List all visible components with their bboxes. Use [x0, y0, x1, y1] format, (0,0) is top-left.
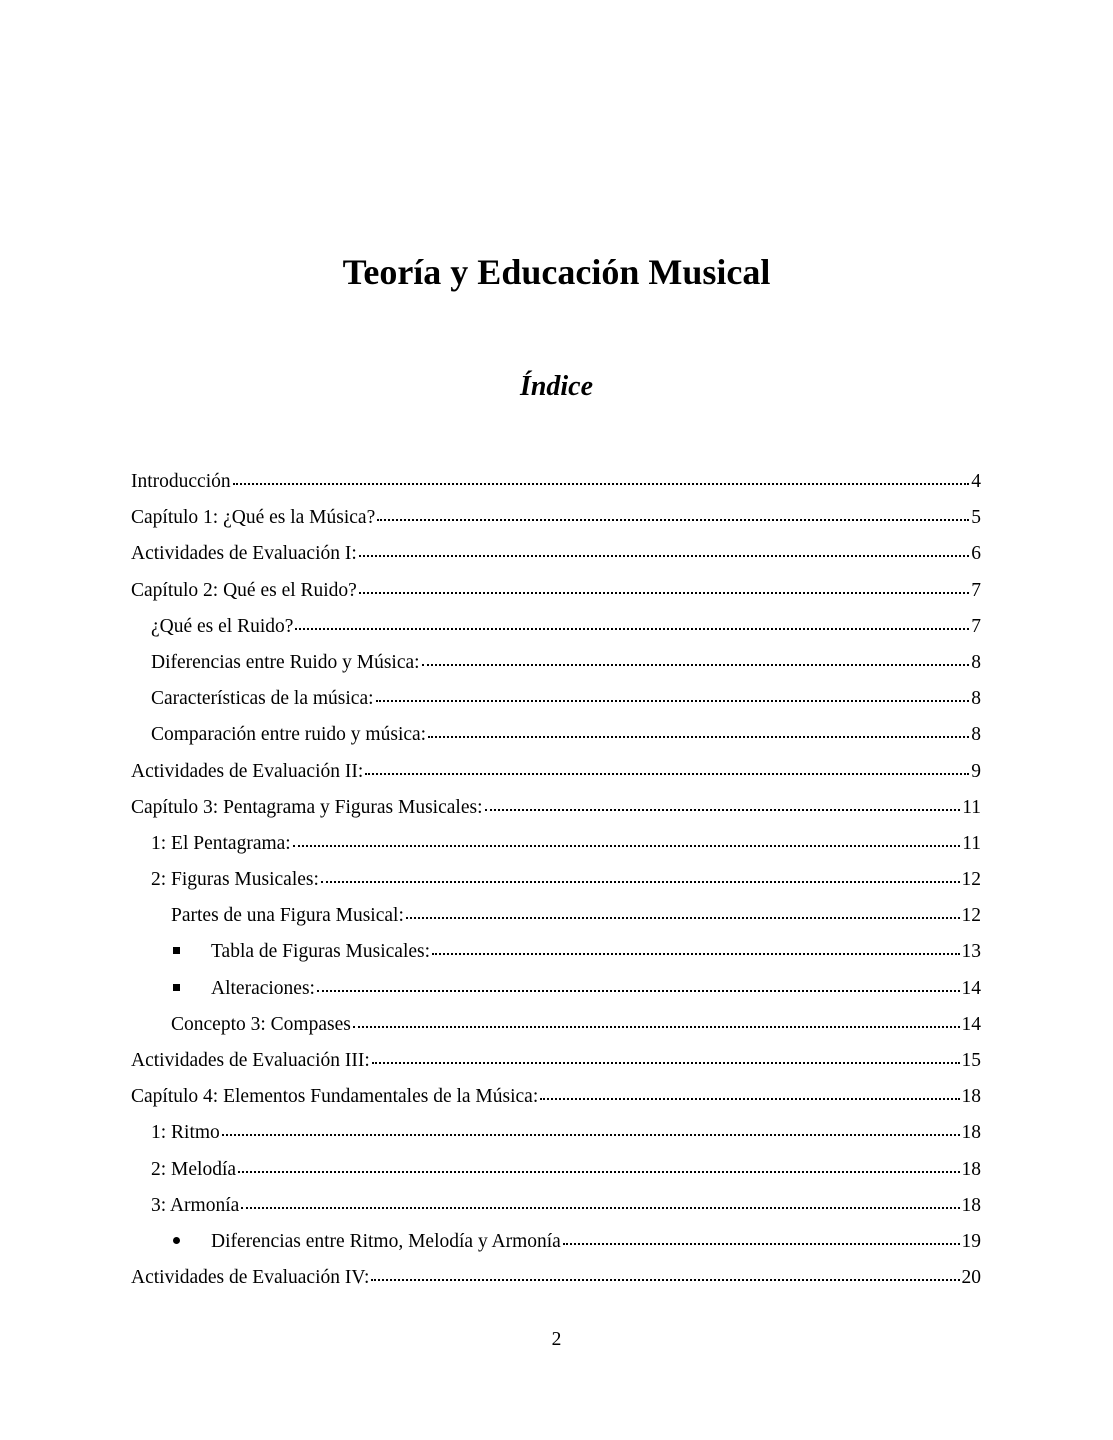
toc-leader-dots: [233, 467, 970, 487]
toc-entry-page: 8: [971, 724, 981, 746]
toc-entry-page: 14: [961, 1013, 981, 1035]
toc-entry-page: 15: [961, 1050, 981, 1071]
toc-entry-title: 1: El Pentagrama:: [151, 832, 291, 854]
toc-entry[interactable]: [131, 464, 981, 500]
toc-entry[interactable]: [151, 717, 981, 753]
toc-leader-dots: [376, 684, 970, 704]
toc-entry-title: Capítulo 4: Elementos Fundamentales de la Música:: [131, 1086, 539, 1108]
toc-leader-dots: [317, 974, 960, 994]
toc-entry[interactable]: [131, 500, 981, 536]
page-number: 2: [551, 1329, 562, 1350]
toc-leader-dots: [371, 1263, 959, 1283]
toc-leader-dots: [540, 1082, 959, 1102]
toc-entry-page: 7: [971, 615, 981, 637]
toc-entry-page: 4: [971, 471, 981, 492]
toc-entry-title: Actividades de Evaluación IV:: [131, 1267, 370, 1289]
toc-entry[interactable]: [131, 1079, 981, 1115]
toc-entry-page: 11: [962, 796, 981, 818]
toc-leader-dots: [365, 757, 969, 777]
toc-entry[interactable]: [151, 645, 981, 681]
toc-leader-dots: [377, 503, 969, 523]
toc-entry-page: 14: [961, 977, 981, 999]
toc-leader-dots: [359, 539, 969, 559]
toc-entry-title: Capítulo 1: ¿Qué es la Música?: [131, 507, 376, 529]
toc-leader-dots: [321, 865, 960, 885]
toc-entry-title: 1: Ritmo: [151, 1122, 220, 1144]
disc-bullet-icon: [171, 1224, 211, 1260]
toc-entry[interactable]: [131, 573, 981, 609]
toc-entry-page: 9: [971, 760, 981, 782]
toc-entry-title: Diferencias entre Ruido y Música:: [151, 651, 420, 673]
toc-entry-page: 13: [961, 941, 981, 963]
toc-entry[interactable]: [131, 1260, 981, 1296]
toc-entry[interactable]: [151, 609, 981, 645]
toc-entry-title: Tabla de Figuras Musicales:: [211, 941, 431, 963]
toc-leader-dots: [295, 612, 969, 632]
table-of-contents: [0, 464, 1113, 1296]
toc-entry[interactable]: [171, 1224, 981, 1260]
toc-entry-title: 2: Figuras Musicales:: [151, 869, 319, 891]
toc-entry-page: 6: [971, 543, 981, 565]
toc-entry[interactable]: [131, 1043, 981, 1079]
toc-entry-title: Actividades de Evaluación II:: [131, 760, 364, 782]
toc-leader-dots: [372, 1046, 960, 1066]
toc-leader-dots: [293, 829, 961, 849]
document-title: Teoría y Educación Musical: [342, 252, 771, 292]
toc-leader-dots: [241, 1191, 959, 1211]
toc-entry[interactable]: [151, 862, 981, 898]
toc-entry-page: 7: [971, 579, 981, 601]
toc-entry-title: Actividades de Evaluación I:: [131, 543, 357, 565]
toc-entry-title: Diferencias entre Ritmo, Melodía y Armonía: [211, 1230, 561, 1252]
toc-leader-dots: [406, 901, 960, 921]
toc-entry-title: ¿Qué es el Ruido?: [151, 615, 294, 637]
toc-leader-dots: [485, 793, 961, 813]
toc-entry[interactable]: [131, 790, 981, 826]
toc-entry-page: 5: [971, 507, 981, 529]
square-bullet-icon: [171, 971, 211, 1007]
toc-entry-title: Características de la música:: [151, 688, 374, 710]
toc-entry-title: 2: Melodía: [151, 1158, 237, 1180]
toc-entry-title: Comparación entre ruido y música:: [151, 724, 427, 746]
toc-entry-page: 20: [961, 1267, 981, 1289]
toc-entry-title: Partes de una Figura Musical:: [171, 905, 404, 927]
toc-entry[interactable]: [151, 1188, 981, 1224]
toc-entry[interactable]: [151, 1115, 981, 1151]
toc-entry-page: 11: [962, 832, 981, 854]
toc-entry-title: Alteraciones:: [211, 977, 315, 999]
toc-entry-title: Concepto 3: Compases: [171, 1013, 351, 1035]
toc-entry-title: Capítulo 3: Pentagrama y Figuras Musicales:: [131, 796, 483, 818]
toc-entry-title: Actividades de Evaluación III:: [131, 1050, 370, 1071]
toc-entry-page: 12: [961, 905, 981, 927]
toc-heading: Índice: [519, 371, 594, 402]
toc-entry[interactable]: [151, 681, 981, 717]
toc-leader-dots: [428, 720, 969, 740]
toc-entry-page: 12: [961, 869, 981, 891]
toc-entry-page: 18: [961, 1086, 981, 1108]
toc-entry[interactable]: [171, 934, 981, 970]
toc-entry[interactable]: [131, 536, 981, 572]
toc-entry[interactable]: [171, 971, 981, 1007]
toc-entry[interactable]: [171, 1007, 981, 1043]
toc-entry-title: Introducción: [131, 471, 231, 492]
toc-leader-dots: [563, 1227, 960, 1247]
toc-leader-dots: [222, 1118, 960, 1138]
toc-entry[interactable]: [151, 826, 981, 862]
toc-leader-dots: [353, 1010, 960, 1030]
toc-entry-title: 3: Armonía: [151, 1194, 240, 1216]
toc-entry-page: 18: [961, 1158, 981, 1180]
toc-entry[interactable]: [151, 1152, 981, 1188]
toc-leader-dots: [238, 1155, 959, 1175]
toc-entry-page: 8: [971, 688, 981, 710]
toc-entry-title: Capítulo 2: Qué es el Ruido?: [131, 579, 357, 601]
toc-entry-page: 8: [971, 651, 981, 673]
toc-leader-dots: [359, 576, 969, 596]
toc-leader-dots: [432, 937, 959, 957]
toc-entry-page: 18: [961, 1122, 981, 1144]
toc-entry-page: 18: [961, 1194, 981, 1216]
toc-entry[interactable]: [171, 898, 981, 934]
toc-entry-page: 19: [961, 1230, 981, 1252]
toc-leader-dots: [422, 648, 970, 668]
toc-entry[interactable]: [131, 754, 981, 790]
square-bullet-icon: [171, 934, 211, 970]
